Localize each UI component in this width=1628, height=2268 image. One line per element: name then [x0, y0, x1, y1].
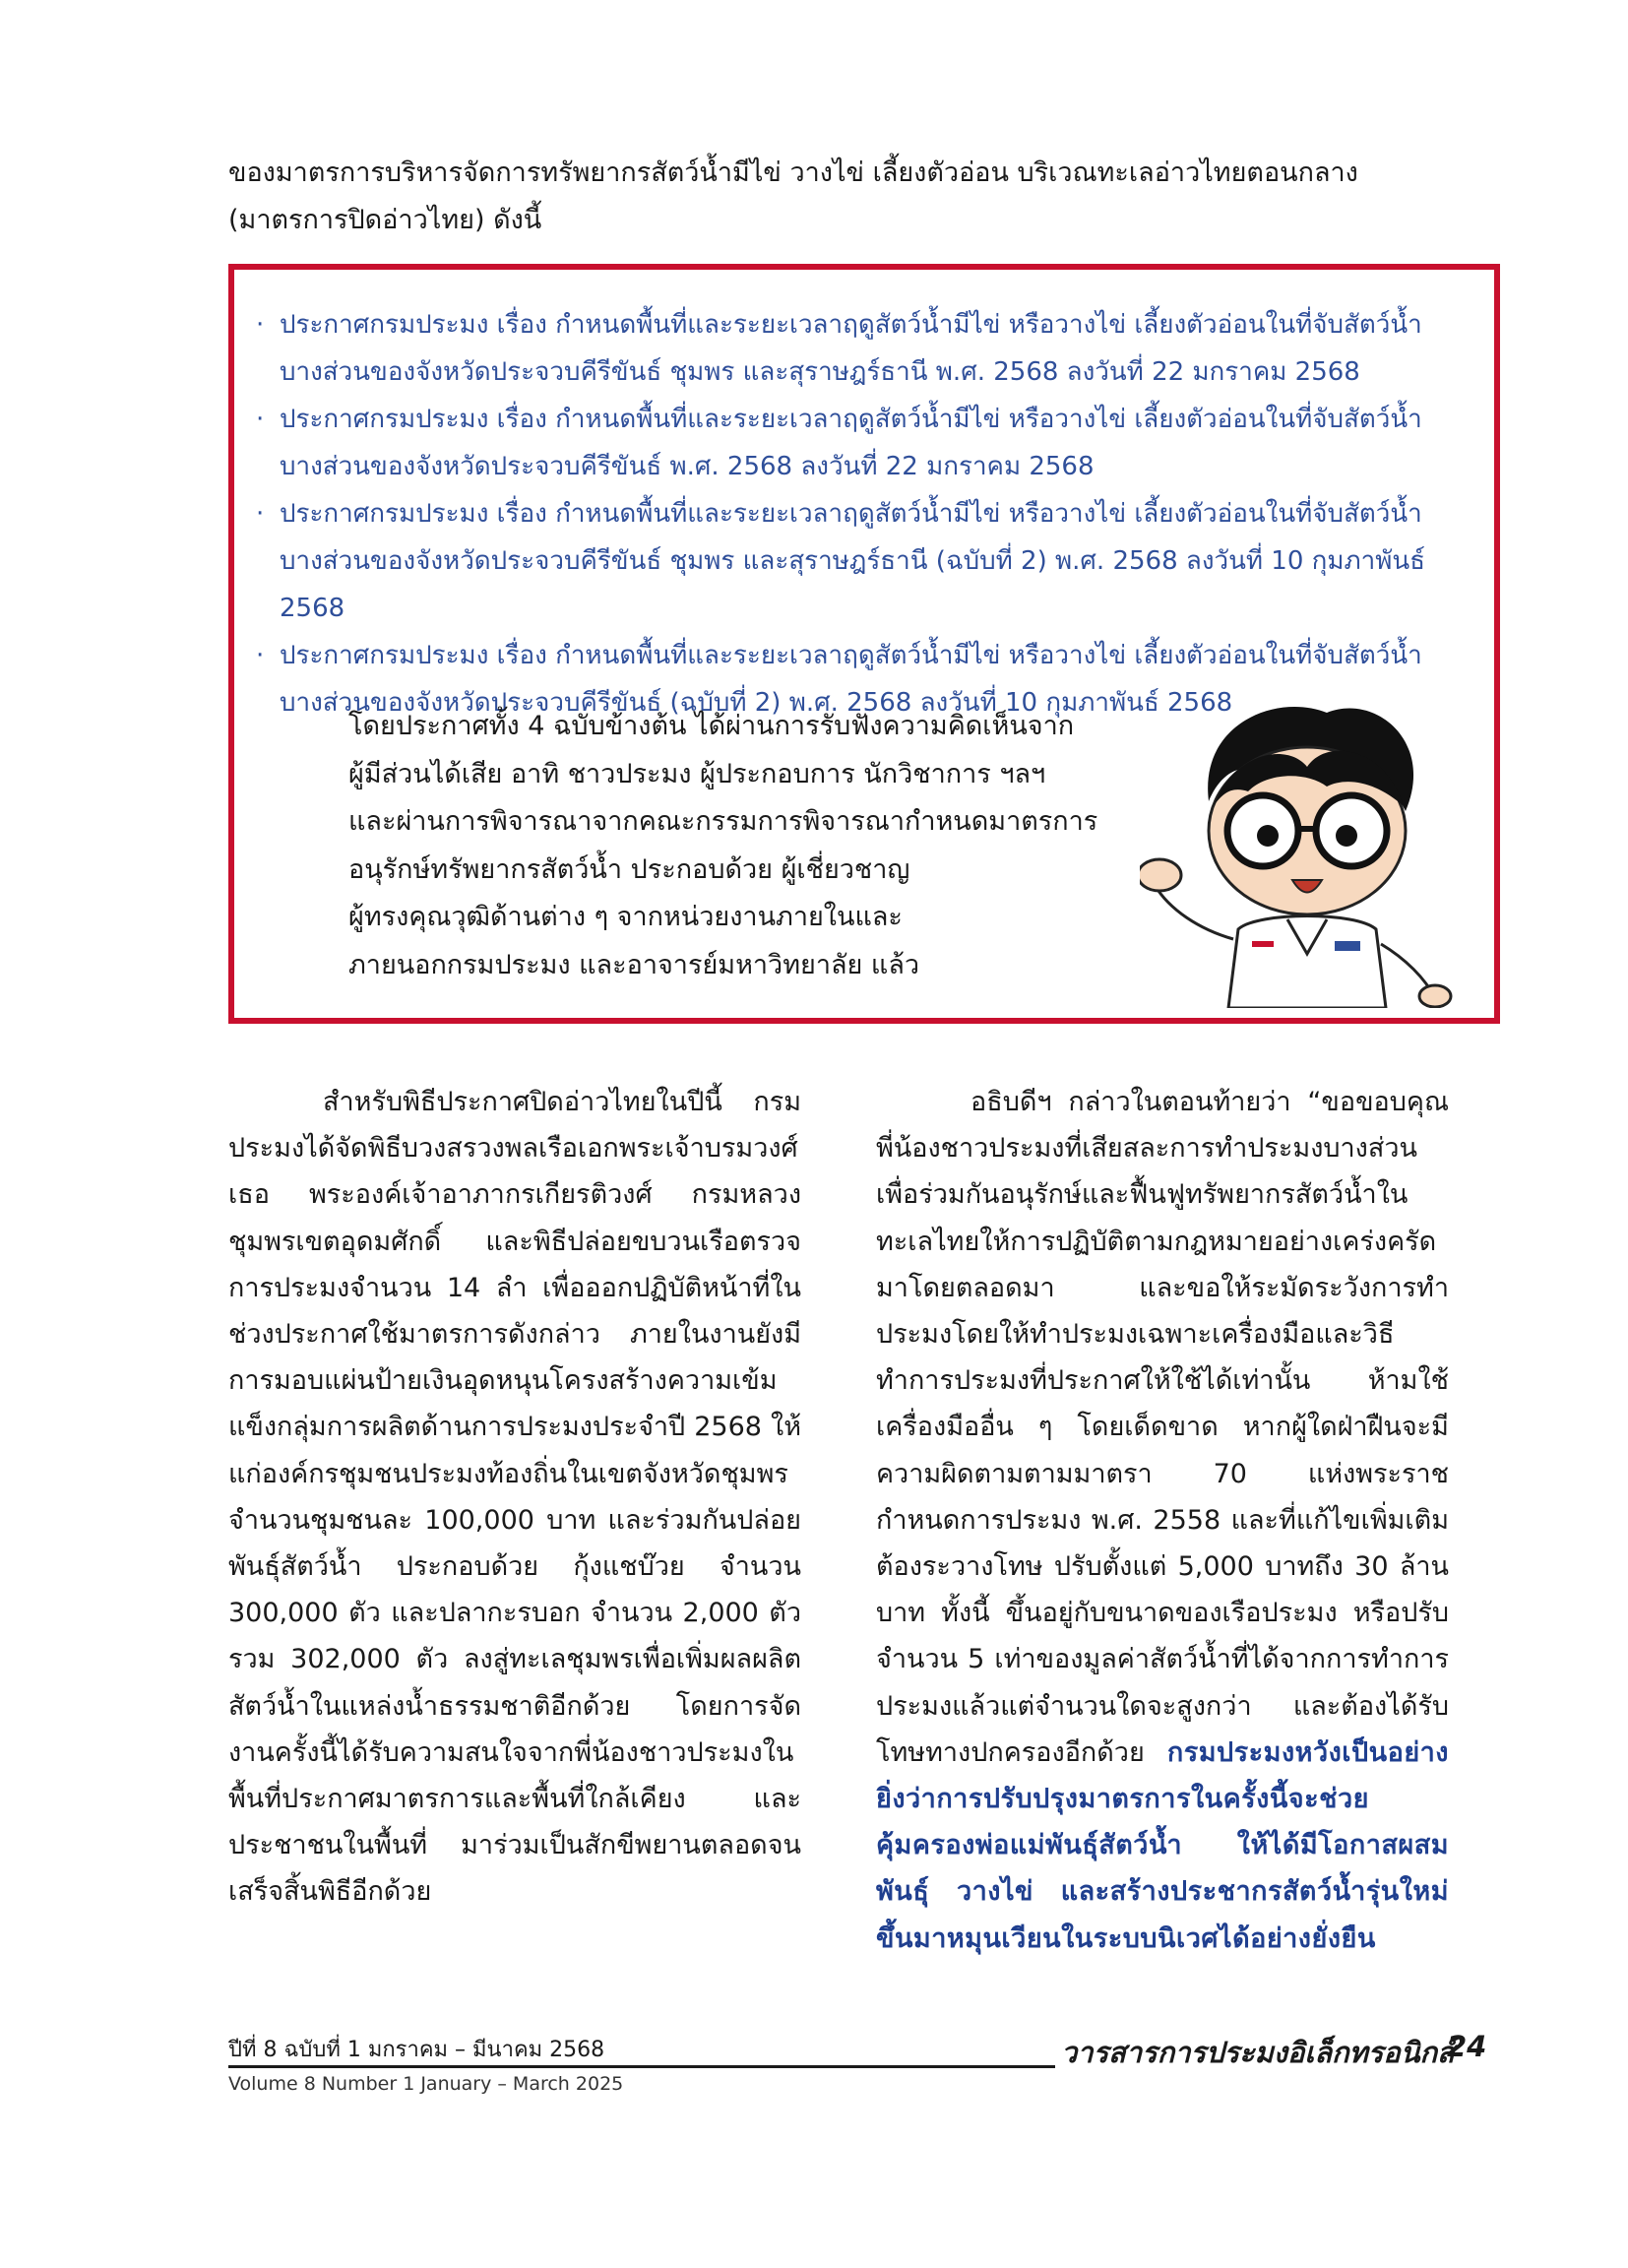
notice-frame: [228, 264, 1500, 1024]
intro-line-2: (มาตรการปิดอ่าวไทย) ดังนี้: [228, 205, 542, 235]
left-column-paragraph: สำหรับพิธีประกาศปิดอ่าวไทยในปีนี้ กรมประมงได้จัดพิธีบวงสรวงพลเรือเอกพระเจ้าบรมวงศ์เธอ พระองค์เจ้าอาภากรเกียรติวงศ์ กรมหลวงชุมพรเขตอุดมศักดิ์ และพิธีปล่อยขบวนเรือตรวจการประมงจำนวน 14 ลำ เพื่อออกปฏิบัติหน้าที่ในช่วงประกาศใช้มาตรการดังกล่าว ภายในงานยังมีการมอบแผ่นป้ายเงินอุดหนุนโครงสร้างความเข้มแข็งกลุ่มการผลิตด้านการประมงประจำปี 2568 ให้แก่องค์กรชุมชนประมงท้องถิ่นในเขตจังหวัดชุมพร จำนวนชุมชนละ 100,000 บาท และร่วมกันปล่อยพันธุ์สัตว์น้ำ ประกอบด้วย กุ้งแชบ๊วย จำนวน 300,000 ตัว และปลากะรบอก จำนวน 2,000 ตัว รวม 302,000 ตัว ลงสู่ทะเลชุมพรเพื่อเพิ่มผลผลิตสัตว์น้ำในแหล่งน้ำธรรมชาติอีกด้วย โดยการจัดงานครั้งนี้ได้รับความสนใจจากพี่น้องชาวประมงในพื้นที่ประกาศมาตรการและพื้นที่ใกล้เคียง และประชาชนในพื้นที่ มาร่วมเป็นสักขีพยานตลอดจนเสร็จสิ้นพิธีอีกด้วย: [228, 1087, 801, 1908]
bullet-icon: ·: [256, 641, 265, 670]
mascot-icon: [1140, 683, 1455, 1008]
right-column: [876, 1079, 1449, 1962]
frame-body-line: ภายนอกกรมประมง และอาจารย์มหาวิทยาลัย แล้ว: [348, 949, 920, 980]
notice-line-1: ประกาศกรมประมง เรื่อง กำหนดพื้นที่และระยะเวลาฤดูสัตว์น้ำมีไข่ หรือวางไข่ เลี้ยงตัวอ่อนในที่จับสัตว์น้ำ: [280, 310, 1422, 340]
notice-line-1: ประกาศกรมประมง เรื่อง กำหนดพื้นที่และระยะเวลาฤดูสัตว์น้ำมีไข่ หรือวางไข่ เลี้ยงตัวอ่อนในที่จับสัตว์น้ำ: [280, 641, 1422, 670]
right-column-highlight: กรมประมงหวังเป็นอย่างยิ่งว่าการปรับปรุงมาตรการในครั้งนี้จะช่วยคุ้มครองพ่อแม่พันธุ์สัตว์น้ำ ให้ได้มีโอกาสผสมพันธุ์ วางไข่ และสร้างประชากรสัตว์น้ำรุ่นใหม่ขึ้นมาหมุนเวียนในระบบนิเวศได้อย่างยั่งยืน: [876, 1736, 1449, 1954]
notice-line-1: ประกาศกรมประมง เรื่อง กำหนดพื้นที่และระยะเวลาฤดูสัตว์น้ำมีไข่ หรือวางไข่ เลี้ยงตัวอ่อนในที่จับสัตว์น้ำ: [280, 499, 1422, 529]
notice-line-2: บางส่วนของจังหวัดประจวบคีรีขันธ์ ชุมพร และสุราษฎร์ธานี พ.ศ. 2568 ลงวันที่ 22 มกราคม 2568: [280, 357, 1360, 387]
intro-line-1: ของมาตรการบริหารจัดการทรัพยากรสัตว์น้ำมีไข่ วางไข่ เลี้ยงตัวอ่อน บริเวณทะเลอ่าวไทยตอนกลาง: [228, 158, 1358, 188]
frame-body-line: โดยประกาศทั้ง 4 ฉบับข้างต้น ได้ผ่านการรับฟังความคิดเห็นจาก: [348, 711, 1075, 741]
frame-body-line: ผู้มีส่วนได้เสีย อาทิ ชาวประมง ผู้ประกอบการ นักวิชาการ ฯลฯ: [348, 758, 1046, 789]
notice-line-1: ประกาศกรมประมง เรื่อง กำหนดพื้นที่และระยะเวลาฤดูสัตว์น้ำมีไข่ หรือวางไข่ เลี้ยงตัวอ่อนในที่จับสัตว์น้ำ: [280, 405, 1422, 434]
right-column-text: อธิบดีฯ กล่าวในตอนท้ายว่า “ขอขอบคุณพี่น้องชาวประมงที่เสียสละการทำประมงบางส่วน เพื่อร่วมกันอนุรักษ์และฟื้นฟูทรัพยากรสัตว์น้ำในทะเลไทยให้การปฏิบัติตามกฎหมายอย่างเคร่งครัดมาโดยตลอดมา และขอให้ระมัดระวังการทำประมงโดยให้ทำประมงเฉพาะเครื่องมือและวิธีทำการประมงที่ประกาศให้ใช้ได้เท่านั้น ห้ามใช้เครื่องมืออื่น ๆ โดยเด็ดขาด หากผู้ใดฝ่าฝืนจะมีความผิดตามตามมาตรา 70 แห่งพระราชกำหนดการประมง พ.ศ. 2558 และที่แก้ไขเพิ่มเติม ต้องระวางโทษ ปรับตั้งแต่ 5,000 บาทถึง 30 ล้านบาท ทั้งนี้ ขึ้นอยู่กับขนาดของเรือประมง หรือปรับจำนวน 5 เท่าของมูลค่าสัตว์น้ำที่ได้จากการทำการประมงแล้วแต่จำนวนใดจะสูงกว่า และต้องได้รับโทษทางปกครองอีกด้วย: [876, 1087, 1449, 1768]
page-number: 24: [1447, 2030, 1487, 2063]
notice-item: [252, 301, 1482, 396]
notice-item: [252, 490, 1482, 632]
frame-body-text: [348, 703, 1195, 989]
frame-body-line: ผู้ทรงคุณวุฒิด้านต่าง ๆ จากหน่วยงานภายในและ: [348, 902, 903, 932]
bullet-icon: ·: [256, 499, 265, 529]
left-column: [228, 1079, 801, 1916]
notice-line-2: บางส่วนของจังหวัดประจวบคีรีขันธ์ พ.ศ. 2568 ลงวันที่ 22 มกราคม 2568: [280, 452, 1095, 481]
intro-paragraph: [228, 150, 1508, 244]
footer-issue-thai: ปีที่ 8 ฉบับที่ 1 มกราคม – มีนาคม 2568: [228, 2038, 605, 2062]
bullet-icon: ·: [256, 405, 265, 434]
footer-issue-english: Volume 8 Number 1 January – March 2025: [228, 2073, 624, 2095]
frame-body-line: อนุรักษ์ทรัพยากรสัตว์น้ำ ประกอบด้วย ผู้เชี่ยวชาญ: [348, 853, 910, 885]
right-column-paragraph: [876, 1079, 1449, 1962]
notice-list: [252, 301, 1482, 726]
bullet-icon: ·: [256, 310, 265, 340]
notice-line-2: บางส่วนของจังหวัดประจวบคีรีขันธ์ ชุมพร และสุราษฎร์ธานี (ฉบับที่ 2) พ.ศ. 2568 ลงวันที่ 10 กุมภาพันธ์ 2568: [280, 546, 1426, 623]
footer-divider: [228, 2065, 1055, 2068]
footer-journal-title: วารสารการประมงอิเล็กทรอนิกส์: [1061, 2036, 1455, 2069]
notice-item: [252, 396, 1482, 490]
notice-line-2: บางส่วนของจังหวัดประจวบคีรีขันธ์ (ฉบับที่ 2) พ.ศ. 2568 ลงวันที่ 10 กุมภาพันธ์ 2568: [280, 688, 1233, 718]
frame-body-line: และผ่านการพิจารณาจากคณะกรรมการพิจารณากำหนดมาตรการ: [348, 806, 1098, 837]
